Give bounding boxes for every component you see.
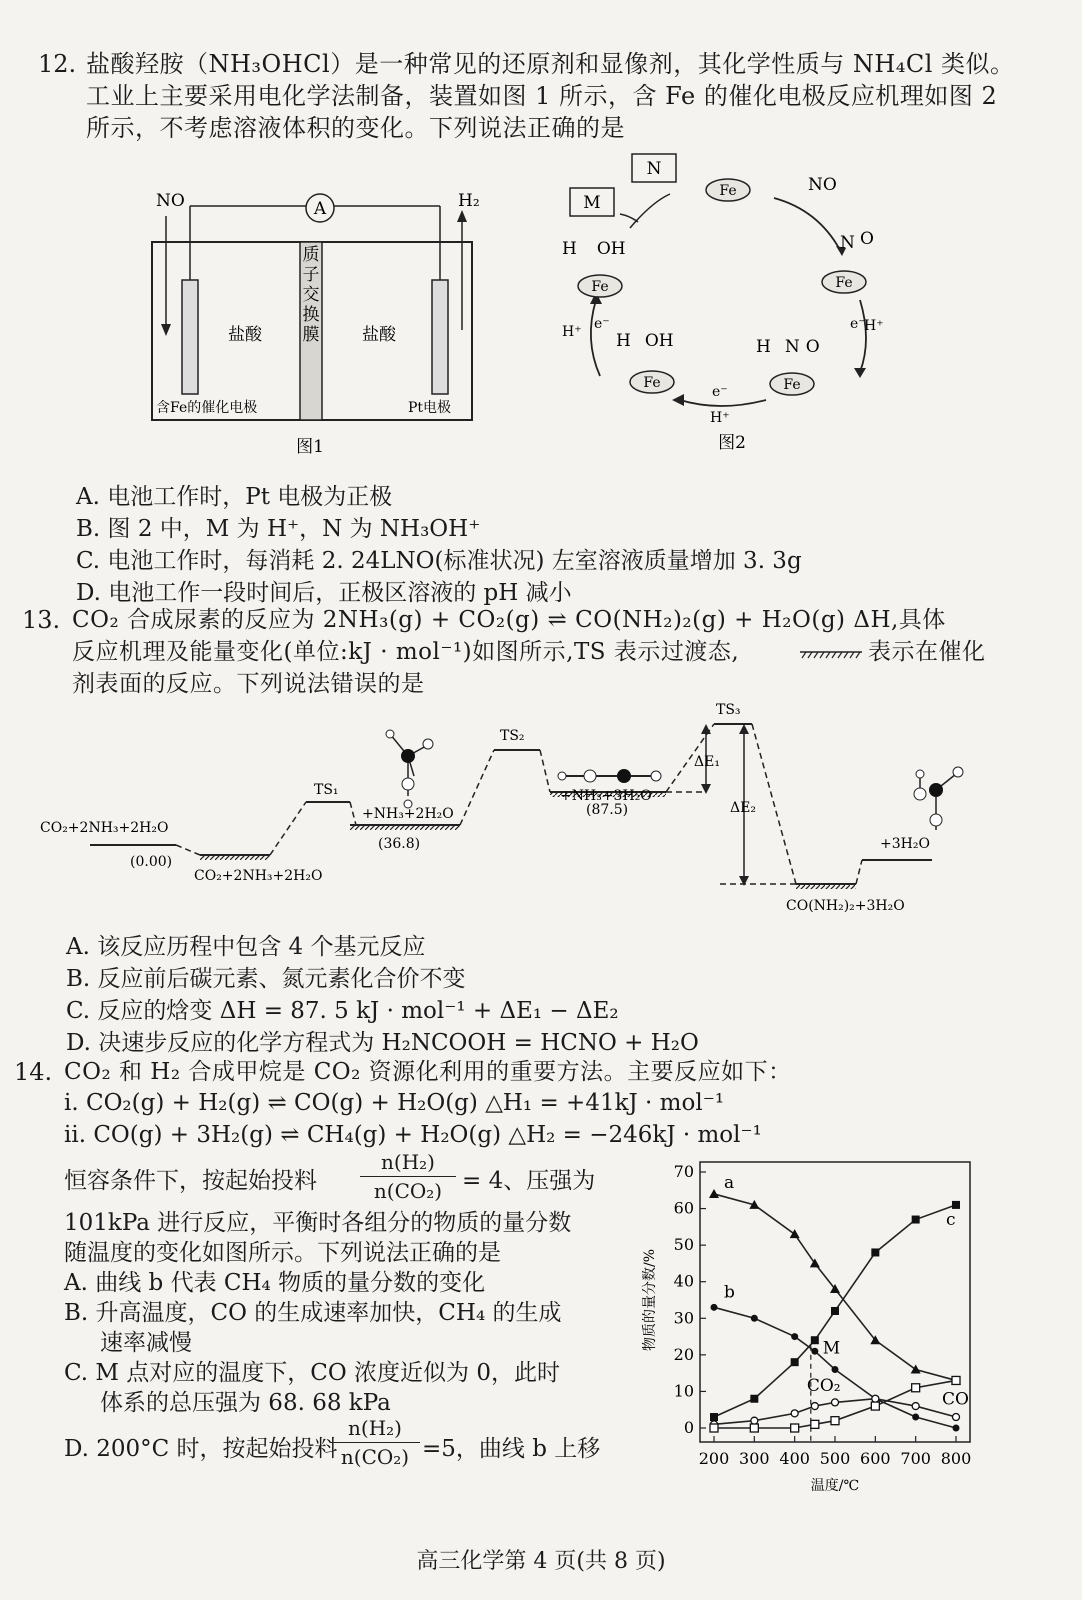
point-c [811, 1336, 819, 1344]
membrane-label: 质子交换膜 [302, 245, 320, 345]
point-a [810, 1258, 820, 1267]
left-electrode-label: 含Fe的催化电极 [156, 400, 258, 416]
point-CO [811, 1420, 819, 1428]
q13-option-c: C. 反应的焓变 ΔH = 87. 5 kJ · mol⁻¹ + ΔE₁ − ΔE₂ [66, 998, 619, 1024]
x-tick-label: 300 [739, 1449, 770, 1468]
box-m-label: M [583, 193, 601, 213]
series-label-c: c [946, 1209, 956, 1230]
label-start: CO₂+2NH₃+2H₂O [40, 820, 169, 836]
label-int2: +NH₃+3H₂O [560, 788, 652, 804]
h2-outlet-label: H₂ [458, 191, 480, 211]
q12-option-b: B. 图 2 中，M 为 H⁺，N 为 NH₃OH⁺ [76, 516, 481, 542]
no-inlet-label: NO [156, 191, 185, 211]
species-n-right: N [840, 233, 855, 253]
mole-fraction-chart [630, 1150, 980, 1500]
label-ts1: TS₁ [314, 782, 339, 798]
species-o-right: O [860, 229, 874, 249]
fe-label: Fe [835, 275, 853, 291]
point-CO [912, 1384, 920, 1392]
proton-label-bottom: H⁺ [710, 410, 730, 426]
label-adsorbed: CO₂+2NH₃+2H₂O [194, 868, 323, 884]
proton-label-right: H⁺ [864, 318, 884, 334]
left-solution-label: 盐酸 [228, 325, 262, 345]
species-nh2oh-left: H OH [562, 239, 626, 259]
series-label-a: a [724, 1172, 735, 1193]
species-hnoh-bottom: H OH [616, 331, 674, 351]
point-CO [791, 1424, 799, 1432]
series-label-b: b [724, 1282, 735, 1303]
point-c [791, 1358, 799, 1366]
pt-electrode [432, 280, 448, 394]
point-b [953, 1425, 960, 1432]
label-de1: ΔE₁ [694, 754, 720, 770]
point-b [832, 1366, 839, 1373]
point-CO₂ [791, 1410, 798, 1417]
point-CO₂ [811, 1403, 818, 1410]
molecule-int1 [386, 730, 433, 808]
q14-number: 14. [14, 1058, 53, 1086]
figure-2-caption: 图2 [718, 433, 746, 453]
molecule-product [914, 767, 963, 830]
point-a [709, 1189, 719, 1198]
q13-option-d: D. 决速步反应的化学方程式为 H₂NCOOH = HCNO + H₂O [66, 1030, 699, 1056]
q14-fraction [360, 1150, 456, 1203]
species-hno-right: H N O [756, 337, 820, 357]
molecule-int2 [558, 769, 661, 783]
box-n-label: N [646, 159, 662, 179]
fraction-denominator: n(CO₂) [373, 1179, 443, 1203]
series-label-CO₂: CO₂ [806, 1376, 841, 1397]
q12-option-d: D. 电池工作一段时间后，正极区溶液的 pH 减小 [76, 580, 572, 606]
point-CO₂ [912, 1403, 919, 1410]
point-b [751, 1315, 758, 1322]
label-ts3: TS₃ [716, 702, 741, 718]
x-tick-label: 800 [940, 1449, 972, 1468]
label-de2: ΔE₂ [730, 800, 756, 816]
q13-number: 13. [22, 606, 61, 634]
point-b [912, 1414, 919, 1421]
value-int2: (87.5) [586, 802, 629, 818]
q14-option-c-line1: C. M 点对应的温度下，CO 浓度近似为 0，此时 [64, 1360, 560, 1386]
figure-1-electrolysis-cell [140, 180, 480, 460]
q14-condition-post: = 4、压强为 [462, 1168, 596, 1194]
y-tick-label: 60 [673, 1198, 694, 1218]
q14-option-b-line2: 速率减慢 [100, 1330, 192, 1356]
value-start: (0.00) [130, 854, 173, 870]
label-final: +3H₂O [880, 836, 930, 852]
series-label-CO: CO [942, 1389, 969, 1410]
point-c [871, 1248, 879, 1256]
point-c [710, 1413, 718, 1421]
q14-reaction-2: ⅱ. CO(g) + 3H₂(g) ⇌ CH₄(g) + H₂O(g) △H₂ = −246kJ · mol⁻¹ [64, 1122, 762, 1148]
point-c [831, 1307, 839, 1315]
page-footer: 高三化学第 4 页(共 8 页) [416, 1549, 666, 1574]
point-b [811, 1348, 818, 1355]
y-tick-label: 30 [673, 1308, 694, 1328]
point-c [912, 1216, 920, 1224]
q14-condition-line3: 随温度的变化如图所示。下列说法正确的是 [64, 1240, 501, 1266]
point-a [790, 1229, 800, 1238]
fe-label: Fe [591, 279, 609, 295]
q13-line2: 反应机理及能量变化(单位:kJ · mol⁻¹)如图所示,TS 表示过渡态, [72, 639, 740, 665]
y-tick-label: 70 [673, 1162, 694, 1181]
fe-label: Fe [783, 377, 801, 393]
q13-line3: 剂表面的反应。下列说法错误的是 [72, 671, 425, 697]
point-c [952, 1201, 960, 1209]
q12-line2: 工业上主要采用电化学法制备，装置如图 1 所示，含 Fe 的催化电极反应机理如图 2 [86, 82, 998, 110]
q14-condition-pre: 恒容条件下，按起始投料 [64, 1168, 317, 1194]
q12-option-c: C. 电池工作时，每消耗 2. 24LNO(标准状况) 左室溶液质量增加 3. 3g [76, 548, 802, 574]
proton-label-left: H⁺ [562, 324, 582, 340]
electron-label-right: e⁻ [850, 316, 866, 332]
point-CO [831, 1417, 839, 1425]
y-tick-label: 10 [673, 1381, 694, 1401]
fe-label: Fe [643, 375, 661, 391]
right-solution-label: 盐酸 [362, 325, 396, 345]
x-tick-label: 500 [819, 1449, 851, 1468]
catalyst-surface-symbol [800, 648, 864, 660]
electron-label-left: e⁻ [594, 316, 610, 332]
ammeter-label: A [313, 199, 327, 219]
point-m-label: M [822, 1338, 841, 1359]
q14-option-c-line2: 体系的总压强为 68. 68 kPa [100, 1390, 391, 1416]
label-product: CO(NH₂)₂+3H₂O [786, 898, 905, 914]
q13-line1: CO₂ 合成尿素的反应为 2NH₃(g) + CO₂(g) ⇌ CO(NH₂)₂(g) + H₂O(g) ΔH,具体 [72, 607, 946, 633]
point-b [711, 1304, 718, 1311]
fe-catalytic-electrode [182, 280, 198, 394]
q14-reaction-1: ⅰ. CO₂(g) + H₂(g) ⇌ CO(g) + H₂O(g) △H₁ = +41kJ · mol⁻¹ [64, 1090, 725, 1116]
q12-option-a: A. 电池工作时，Pt 电极为正极 [76, 484, 393, 510]
q14-line1: CO₂ 和 H₂ 合成甲烷是 CO₂ 资源化利用的重要方法。主要反应如下： [64, 1059, 792, 1085]
point-b [791, 1333, 798, 1340]
point-CO₂ [872, 1395, 879, 1402]
electron-label-bottom: e⁻ [712, 384, 728, 400]
label-ts2: TS₂ [500, 728, 525, 744]
point-CO₂ [832, 1399, 839, 1406]
no-label-fig2: NO [808, 175, 837, 195]
figure-2-mechanism-cycle [560, 150, 900, 460]
fe-label: Fe [719, 183, 737, 199]
q14-option-d-post: =5，曲线 b 上移 [422, 1436, 601, 1462]
chart-ylabel: 物质的量分数/% [642, 1248, 658, 1352]
q13-option-b: B. 反应前后碳元素、氮元素化合价不变 [66, 966, 466, 992]
value-int1: (36.8) [378, 836, 421, 852]
point-CO [871, 1402, 879, 1410]
q13-option-a: A. 该反应历程中包含 4 个基元反应 [66, 934, 426, 960]
point-CO₂ [751, 1417, 758, 1424]
right-electrode-label: Pt电极 [408, 400, 452, 416]
y-tick-label: 40 [673, 1271, 694, 1291]
figure-1-caption: 图1 [296, 437, 324, 457]
y-tick-label: 20 [673, 1344, 694, 1364]
point-CO₂ [953, 1414, 960, 1421]
x-tick-label: 700 [900, 1449, 931, 1468]
fraction-numerator: n(H₂) [381, 1150, 435, 1174]
q14-option-b-line1: B. 升高温度，CO 的生成速率加快，CH₄ 的生成 [64, 1300, 562, 1326]
point-CO [710, 1424, 718, 1432]
y-tick-label: 0 [683, 1418, 694, 1437]
point-CO [952, 1376, 960, 1384]
q12-number: 12. [38, 50, 77, 78]
point-a [911, 1364, 921, 1373]
q14-option-d-fraction [330, 1416, 420, 1469]
q14-option-d-pre: D. 200°C 时，按起始投料 [64, 1436, 338, 1462]
label-int1: +NH₃+2H₂O [362, 806, 454, 822]
y-tick-label: 50 [673, 1235, 694, 1255]
point-c [750, 1395, 758, 1403]
q12-line3: 所示，不考虑溶液体积的变化。下列说法正确的是 [86, 114, 625, 142]
point-CO [750, 1424, 758, 1432]
energy-profile-diagram [30, 700, 990, 930]
q14-option-a: A. 曲线 b 代表 CH₄ 物质的量分数的变化 [64, 1270, 486, 1296]
chart-xlabel: 温度/℃ [810, 1478, 860, 1494]
q13-line2b: 表示在催化 [868, 639, 986, 665]
x-tick-label: 400 [779, 1449, 810, 1468]
fraction-denominator-d: n(CO₂) [340, 1445, 410, 1469]
x-tick-label: 600 [860, 1449, 891, 1468]
q12-line1: 盐酸羟胺（NH₃OHCl）是一种常见的还原剂和显像剂，其化学性质与 NH₄Cl 类似。 [86, 50, 1015, 78]
fraction-numerator-d: n(H₂) [348, 1416, 402, 1440]
x-tick-label: 200 [698, 1449, 730, 1468]
q14-condition-line2: 101kPa 进行反应，平衡时各组分的物质的量分数 [64, 1210, 572, 1236]
